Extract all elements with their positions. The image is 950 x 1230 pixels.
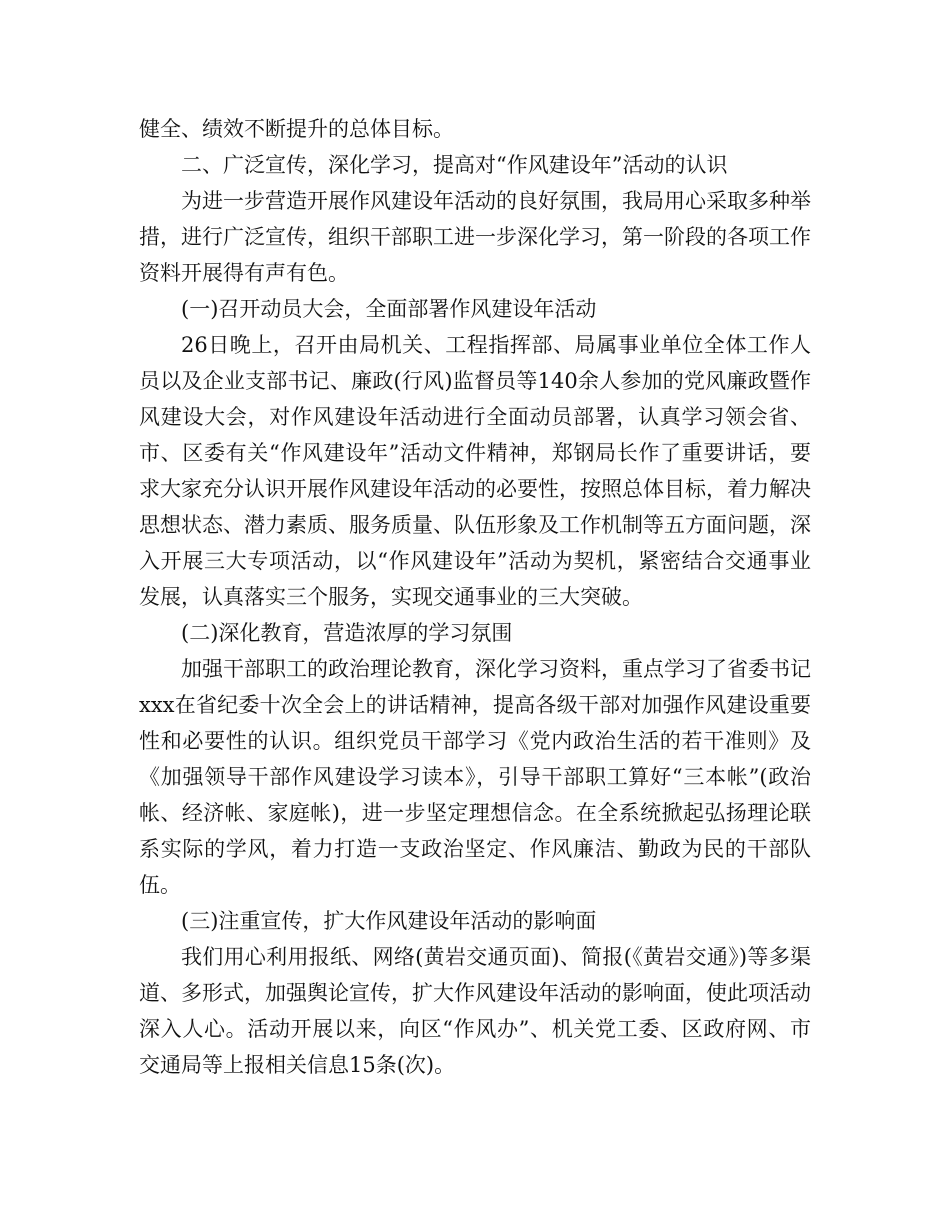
subsection-heading-1: (一)召开动员大会，全面部署作风建设年活动 bbox=[181, 297, 597, 321]
subsection-heading-3: (三)注重宣传，扩大作风建设年活动的影响面 bbox=[181, 909, 597, 933]
paragraph-education: 加强干部职工的政治理论教育，深化学习资料，重点学习了省委书记xxx在省纪委十次全会上的讲话精神，提高各级干部对加强作风建设重要性和必要性的认识。组织党员干部学习《党内政治生活的若干准则》及《加强领导干部作风建设学习读本》，引导干部职工算好“三本帐”(政治帐、经济帐、家庭帐)，进一步坚定理想信念。在全系统掀起弘扬理论联系实际的学风，着力打造一支政治坚定、作风廉洁、勤政为民的干部队伍。 bbox=[139, 657, 811, 897]
section-heading-2: 二、广泛宣传，深化学习，提高对“作风建设年”活动的认识 bbox=[181, 153, 728, 177]
subsection-heading-2: (二)深化教育，营造浓厚的学习氛围 bbox=[181, 621, 513, 645]
paragraph-mobilization-meeting: 26日晚上，召开由局机关、工程指挥部、局属事业单位全体工作人员以及企业支部书记、廉政(行风)监督员等140余人参加的党风廉政暨作风建设大会，对作风建设年活动进行全面动员部署，认真学习领会省、市、区委有关“作风建设年”活动文件精神，郑钢局长作了重要讲话，要求大家充分认识开展作风建设年活动的必要性，按照总体目标，着力解决思想状态、潜力素质、服务质量、队伍形象及工作机制等五方面问题，深入开展三大专项活动，以“作风建设年”活动为契机，紧密结合交通事业发展，认真落实三个服务，实现交通事业的三大突破。 bbox=[139, 333, 811, 609]
paragraph-publicity: 我们用心利用报纸、网络(黄岩交通页面)、简报(《黄岩交通》)等多渠道、多形式，加强舆论宣传，扩大作风建设年活动的影响面，使此项活动深入人心。活动开展以来，向区“作风办”、机关党工委、区政府网、市交通局等上报相关信息15条(次)。 bbox=[139, 945, 811, 1077]
paragraph-continuation: 健全、绩效不断提升的总体目标。 bbox=[139, 117, 454, 141]
document-page bbox=[139, 111, 811, 1083]
paragraph-intro: 为进一步营造开展作风建设年活动的良好氛围，我局用心采取多种举措，进行广泛宣传，组织干部职工进一步深化学习，第一阶段的各项工作资料开展得有声有色。 bbox=[139, 189, 811, 285]
